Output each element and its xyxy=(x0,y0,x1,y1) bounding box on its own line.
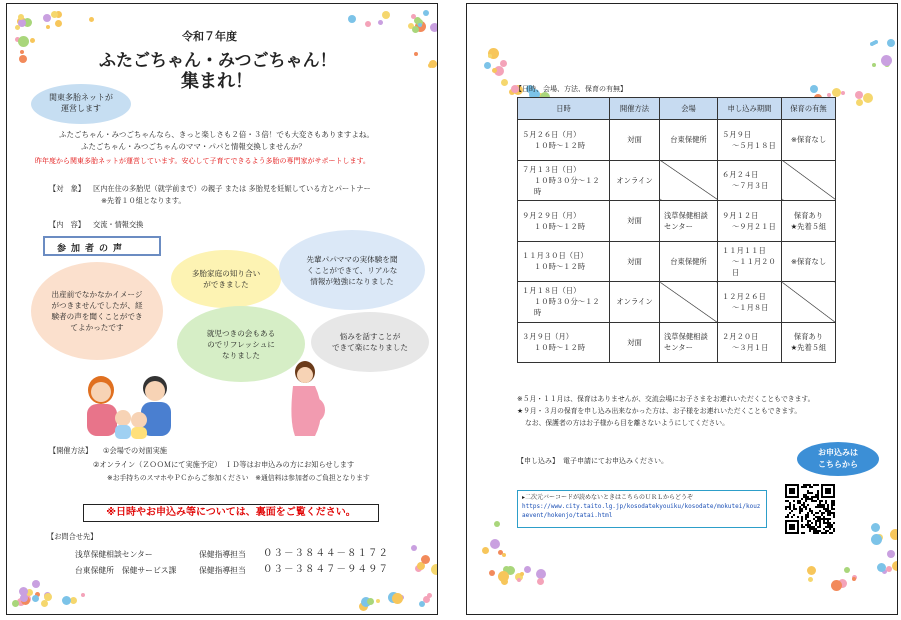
operator-cloud-line: 関東多胎ネットが xyxy=(49,93,113,102)
decorative-dot xyxy=(18,36,29,47)
cell-venue xyxy=(660,120,718,161)
cell-date-line: １１月３０日（日） xyxy=(522,251,588,261)
flyer-back-page xyxy=(466,3,898,615)
cell-method xyxy=(610,322,660,363)
cell-venue xyxy=(660,241,718,282)
decorative-dot xyxy=(887,550,895,558)
decorative-dot xyxy=(841,91,845,95)
schedule-section-label: 【日時、会場、方法、保育の有無】 xyxy=(515,85,627,93)
voice-line: のでリフレッシュに xyxy=(207,339,275,349)
cell-venue-line: 浅草保健相談 xyxy=(664,210,708,220)
decorative-dots-top-left xyxy=(11,10,101,80)
note-2: ★９月・３月の保育を申し込み出来なかった方は、お子様をお連れいただくこともできます。 xyxy=(517,407,802,415)
flyer-front-page xyxy=(6,3,438,615)
header-method: 開催方法 xyxy=(610,98,660,120)
voice-line: 出産前でなかなかイメージ xyxy=(51,290,143,299)
voice-line: 先輩パパママの実体験を聞 xyxy=(306,254,398,264)
header-venue: 会場 xyxy=(660,98,718,120)
note-3: なお、保護者の方はお子様から目を離さないようにしてください。 xyxy=(525,419,729,427)
decorative-dot xyxy=(877,563,886,572)
decorative-dot xyxy=(482,547,489,554)
voice-bubble-orange xyxy=(31,262,163,360)
decorative-dot xyxy=(365,21,371,27)
decorative-dot xyxy=(55,20,62,27)
decorative-dot xyxy=(892,561,898,571)
pregnant-woman-illustration xyxy=(285,360,327,440)
schedule-table xyxy=(517,97,836,363)
cell-period-line: ～１月８日 xyxy=(732,302,769,312)
fiscal-year: 令和７年度 xyxy=(182,30,237,43)
contact-org-2: 台東保健所 保健サービス課 xyxy=(75,566,177,575)
method-1: ①会場での対面実施 xyxy=(103,446,167,455)
cell-venue xyxy=(660,160,718,201)
cell-period-line: ～９月２１日 xyxy=(732,221,776,231)
cell-childcare-line: ※保育なし xyxy=(790,256,827,266)
cell-date xyxy=(518,282,610,323)
decorative-dot xyxy=(874,40,878,44)
header-childcare: 保育の有無 xyxy=(782,98,836,120)
decorative-dot xyxy=(489,570,495,576)
cell-childcare-line: ★先着５組 xyxy=(790,221,827,231)
url-intro: ▸二次元バーコードが読めないときはこちらのＵＲＬからどうぞ xyxy=(522,494,694,501)
voice-line: 情報が勉強になりました xyxy=(310,276,394,286)
cell-period-line: ～７月３日 xyxy=(732,181,769,191)
decorative-dot xyxy=(808,577,813,582)
intro-line-2: ふたごちゃん・みつごちゃんのママ・パパと情報交換しませんか？ xyxy=(81,142,306,151)
cell-method xyxy=(610,120,660,161)
voice-bubble-yellow xyxy=(171,250,281,308)
decorative-dot xyxy=(423,10,429,16)
table-row xyxy=(518,322,836,363)
table-row xyxy=(518,201,836,242)
cell-date xyxy=(518,322,610,363)
url-box xyxy=(517,490,767,528)
voice-line: 験者の声を聞くことができ xyxy=(51,312,143,321)
decorative-dots-top-right xyxy=(347,10,437,80)
table-row xyxy=(518,160,836,201)
cell-date xyxy=(518,120,610,161)
voice-line: なりました xyxy=(222,350,260,360)
decorative-dot xyxy=(12,600,19,607)
decorative-dot xyxy=(19,55,27,63)
cell-childcare-line: ※保育なし xyxy=(790,135,827,145)
cell-date-line: １０時～１２時 xyxy=(534,343,586,353)
decorative-dot xyxy=(807,566,816,575)
table-row xyxy=(518,241,836,282)
cell-date-line: １０時～１２時 xyxy=(534,262,586,272)
decorative-dot xyxy=(863,93,873,103)
cell-period-line: ～３月１日 xyxy=(732,343,769,353)
cell-venue-line: センター xyxy=(664,221,693,231)
voice-line: 多胎家庭の知り合い xyxy=(191,269,261,278)
method-note: ※お手持ちのスマホやＰＣからご参加ください ※通信料は参加者のご負担となります xyxy=(107,474,370,482)
cell-venue xyxy=(660,282,718,323)
cell-date-line: １月１８日（日） xyxy=(522,286,581,296)
cell-method-line: 対面 xyxy=(627,256,642,266)
cell-method-line: オンライン xyxy=(616,297,653,307)
voice-line: ができました xyxy=(203,280,249,289)
decorative-dot xyxy=(881,55,892,66)
decorative-dot xyxy=(501,79,508,86)
cell-childcare xyxy=(782,120,836,161)
intro-line-1: ふたごちゃん・みつごちゃんなら、きっと楽しさも２倍・３倍！でも大変さもありますよね。 xyxy=(59,130,374,139)
decorative-dot xyxy=(412,26,419,33)
title-line-1: ふたごちゃん・みつごちゃん！ xyxy=(99,51,337,71)
contact-tel-1: ０３－３８４４－８１７２ xyxy=(263,548,390,559)
table-header-row xyxy=(518,98,836,120)
cell-date-line: １０時～１２時 xyxy=(534,140,586,150)
decorative-dot xyxy=(20,50,24,54)
decorative-dot xyxy=(871,523,880,532)
voice-line: 悩みを話すことが xyxy=(339,332,401,341)
cell-childcare xyxy=(782,201,836,242)
decorative-dot xyxy=(537,578,544,585)
decorative-dot xyxy=(51,11,58,18)
cell-venue-line: 台東保健所 xyxy=(670,135,707,145)
decorative-dot xyxy=(414,52,418,56)
decorative-dot xyxy=(378,20,383,25)
voice-bubble-gray xyxy=(311,312,429,372)
decorative-dots-top-right xyxy=(803,34,893,104)
cell-period xyxy=(718,160,782,201)
cell-period xyxy=(718,120,782,161)
cell-period xyxy=(718,282,782,323)
decorative-dot xyxy=(427,593,432,598)
cell-method xyxy=(610,282,660,323)
decorative-dot xyxy=(887,39,895,47)
decorative-dot xyxy=(494,521,500,527)
voice-line: てよかったです xyxy=(70,323,124,332)
decorative-dot xyxy=(871,534,882,545)
cell-childcare-line: 保育あり xyxy=(793,210,824,220)
voice-line: がつきませんでしたが、経 xyxy=(51,301,143,310)
operator-cloud-line: 運営します xyxy=(61,104,101,113)
decorative-dot xyxy=(856,99,863,106)
decorative-dot xyxy=(89,17,94,22)
cell-date-line: ７月１３日（日） xyxy=(522,164,581,174)
voice-bubble-blue xyxy=(279,230,425,310)
cell-date xyxy=(518,201,610,242)
see-back-notice: ※日時やお申込み等については、裏面をご覧ください。 xyxy=(83,504,379,522)
cell-period xyxy=(718,241,782,282)
target-text: 区内在住の多胎児（就学前まで）の親子 または 多胎児を妊娠している方とパートナー xyxy=(93,184,371,193)
decorative-dot xyxy=(492,68,497,73)
cell-venue xyxy=(660,322,718,363)
target-label: 【対 象】 xyxy=(49,184,85,193)
cell-method-line: 対面 xyxy=(627,216,642,226)
cell-period-line: ２月２０日 xyxy=(722,332,759,342)
cell-venue-line: 浅草保健相談 xyxy=(664,332,708,342)
decorative-dot xyxy=(490,539,500,549)
contact-org-1: 浅草保健相談センター xyxy=(75,550,153,559)
cell-venue-line: センター xyxy=(664,343,693,353)
decorative-dot xyxy=(46,25,50,29)
decorative-dot xyxy=(418,23,422,27)
decorative-dot xyxy=(43,14,51,22)
application-url-link[interactable]: https://www.city.taito.lg.jp/kosodatekyouiku/kosodate/mokutei/kouzaevent/hokenjo/tatai.html xyxy=(522,503,761,519)
cell-method-line: オンライン xyxy=(616,175,653,185)
decorative-dot xyxy=(41,600,48,607)
cell-method xyxy=(610,160,660,201)
content-label: 【内 容】 xyxy=(49,220,85,229)
decorative-dot xyxy=(890,529,898,540)
cell-date-line: １０時～１２時 xyxy=(534,221,586,231)
cell-period xyxy=(718,322,782,363)
decorative-dot xyxy=(872,63,876,67)
decorative-dot xyxy=(517,578,521,582)
decorative-dot xyxy=(831,580,842,591)
contact-role-1: 保健指導担当 xyxy=(199,550,246,559)
decorative-dot xyxy=(411,14,416,19)
decorative-dot xyxy=(810,85,818,93)
decorative-dot xyxy=(18,14,24,20)
decorative-dot xyxy=(844,567,850,573)
voice-line: 就児つきの会もある xyxy=(206,328,276,338)
cell-method-line: 対面 xyxy=(627,337,642,347)
cell-date-line: １０時３０分～１２時 xyxy=(534,175,600,196)
decorative-dot xyxy=(348,15,356,23)
decorative-dot xyxy=(498,571,509,582)
method-2: ②オンライン（ＺＯＯＭにて実施予定） ＩＤ等はお申込みの方にお知らせします xyxy=(93,460,355,469)
target-note: ※先着１０組となります。 xyxy=(101,196,186,205)
decorative-dot xyxy=(18,19,26,27)
method-label: 【開催方法】 xyxy=(49,446,93,455)
apply-label: 【申し込み】 xyxy=(517,457,559,465)
decorative-dot xyxy=(852,577,856,581)
cell-date-line: ５月２６日（月） xyxy=(522,129,581,139)
cell-period xyxy=(718,201,782,242)
header-period: 申し込み期間 xyxy=(718,98,782,120)
participant-voices-heading: 参加者の声 xyxy=(43,236,161,256)
decorative-dot xyxy=(855,91,863,99)
cell-period-line: ６月２４日 xyxy=(722,170,759,180)
cell-date-line: ９月２９日（月） xyxy=(522,210,581,220)
cell-date xyxy=(518,241,610,282)
cell-method xyxy=(610,201,660,242)
voice-line: くことができて、リアルな xyxy=(306,265,398,275)
table-row xyxy=(518,120,836,161)
table-row xyxy=(518,282,836,323)
cell-childcare-line: ★先着５組 xyxy=(790,343,827,353)
cell-childcare xyxy=(782,241,836,282)
apply-text: 電子申請にてお申込みください。 xyxy=(563,457,668,465)
voice-line: できて楽になりました xyxy=(332,343,408,352)
header-date: 日時 xyxy=(518,98,610,120)
cell-method-line: 対面 xyxy=(627,135,642,145)
cell-venue xyxy=(660,201,718,242)
cell-childcare-line: 保育あり xyxy=(793,332,824,342)
contact-section xyxy=(19,532,423,600)
decorative-dot xyxy=(30,38,35,43)
cell-period-line: ９月１２日 xyxy=(722,210,759,220)
content-text: 交流・情報交換 xyxy=(93,220,144,229)
cell-childcare xyxy=(782,282,836,323)
decorative-dot xyxy=(382,11,390,19)
decorative-dot xyxy=(430,23,438,32)
decorative-dot xyxy=(429,60,437,68)
cell-childcare xyxy=(782,160,836,201)
contact-role-2: 保健指導担当 xyxy=(199,566,246,575)
cell-period-line: １１月１１日 xyxy=(722,245,766,255)
operator-cloud xyxy=(31,84,131,124)
cell-venue-line: 台東保健所 xyxy=(670,256,707,266)
cell-date-line: １０時３０分～１２時 xyxy=(534,297,600,318)
decorative-dot xyxy=(520,572,524,576)
decorative-dot xyxy=(488,54,492,58)
callout-line: こちらから xyxy=(818,460,858,469)
callout-line: お申込みは xyxy=(818,448,858,457)
cell-method xyxy=(610,241,660,282)
decorative-dot xyxy=(832,88,841,97)
decorative-dot xyxy=(524,566,531,573)
family-illustration xyxy=(77,370,187,442)
contact-label: 【お問合せ先】 xyxy=(47,532,98,541)
intro-red-note: 昨年度から関東多胎ネットが運営しています。安心して子育てできるよう多胎の専門家がサポートします。 xyxy=(35,157,370,165)
cell-childcare xyxy=(782,322,836,363)
decorative-dot xyxy=(502,553,506,557)
note-1: ※５月・１１月は、保育はありませんが、交流会場にお子さまをお連れいただくこともできます。 xyxy=(517,395,815,403)
decorative-dot xyxy=(484,62,491,69)
qr-code[interactable] xyxy=(785,484,835,534)
cell-period-line: ～５月１８日 xyxy=(732,140,776,150)
decorative-dot xyxy=(431,564,438,575)
contact-tel-2: ０３－３８４７－９４９７ xyxy=(263,564,390,575)
cell-period-line: ５月９日 xyxy=(722,129,752,139)
cell-period-line: ～１１月２０日 xyxy=(732,256,776,277)
cell-date xyxy=(518,160,610,201)
apply-callout xyxy=(797,442,879,476)
cell-period-line: １２月２６日 xyxy=(722,291,766,301)
title-line-2: 集まれ！ xyxy=(181,71,253,92)
cell-date-line: ３月９日（月） xyxy=(522,332,574,342)
